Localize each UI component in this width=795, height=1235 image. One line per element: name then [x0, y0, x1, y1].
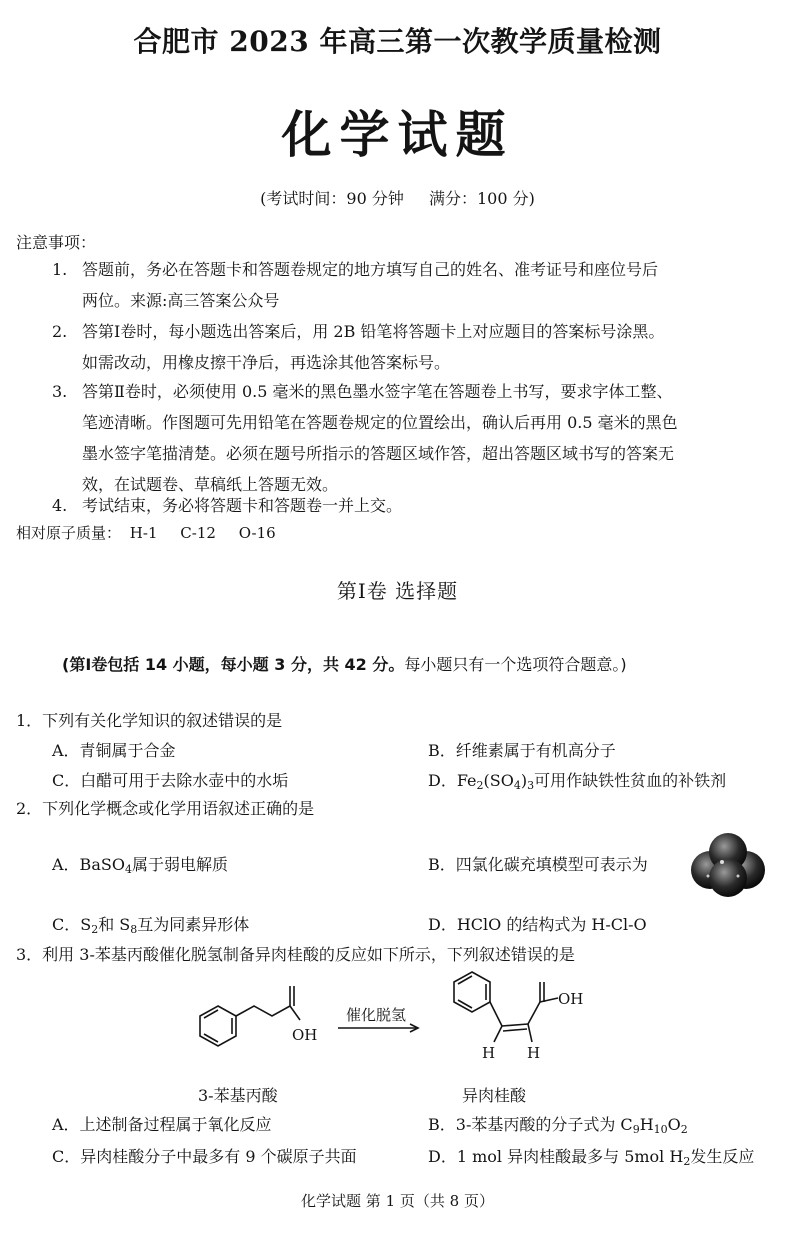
subscript: 3 — [527, 779, 535, 792]
question-1-option-a: A．青铜属于合金 — [52, 741, 176, 760]
text: O — [667, 1115, 681, 1134]
question-1-option-b: B．纤维素属于有机高分子 — [428, 741, 616, 760]
text: 属于弱电解质 — [131, 855, 228, 874]
product-double-bond — [502, 1024, 528, 1026]
product-benzene-ring — [454, 972, 490, 1012]
section-title: 第Ⅰ卷 选择题 — [336, 579, 459, 603]
exam-meta — [0, 186, 795, 209]
text: 可用作缺铁性贫血的补铁剂 — [534, 771, 727, 790]
subscript: 2 — [476, 779, 484, 792]
section-description — [62, 652, 627, 675]
notice-item-3 — [52, 376, 784, 500]
exam-time: (考试时间：90 分钟 — [260, 189, 404, 208]
text: D．Fe — [428, 771, 477, 790]
notice-item-text: 笔迹清晰。作图题可先用铅笔在答题卷规定的位置绘出，确认后再用 0.5 毫米的黑色 — [82, 413, 678, 432]
subscript: 9 — [632, 1123, 640, 1136]
question-2-option-d: D．HClO 的结构式为 H-Cl-O — [428, 915, 647, 934]
atomic-mass-h: H-1 — [129, 524, 158, 542]
notice-item-number: 4. — [52, 496, 68, 515]
notice-item-number: 2. — [52, 322, 68, 341]
question-1-option-c: C．白醋可用于去除水壶中的水垢 — [52, 771, 289, 790]
subscript: 2 — [680, 1123, 688, 1136]
notice-item-text: 如需改动，用橡皮擦干净后，再选涂其他答案标号。 — [82, 353, 451, 372]
reaction-scheme-diagram — [180, 970, 620, 1078]
subscript: 2 — [683, 1155, 691, 1168]
reactant-oh-label: OH — [292, 1026, 318, 1044]
text: B．3-苯基丙酸的分子式为 C — [428, 1115, 633, 1134]
question-2-option-c — [52, 912, 249, 936]
text: D．1 mol 异肉桂酸最多与 5mol H — [428, 1147, 684, 1166]
page-footer: 化学试题 第 1 页（共 8 页） — [301, 1192, 494, 1210]
product-h-left-label: H — [482, 1044, 496, 1062]
subscript: 10 — [653, 1123, 668, 1136]
notice-heading: 注意事项： — [16, 233, 97, 252]
paper-title: 化学试题 — [281, 105, 514, 164]
atomic-mass-c: C-12 — [180, 524, 216, 542]
notice-item-4 — [52, 490, 784, 521]
question-2-option-b: B．四氯化碳充填模型可表示为 — [428, 855, 648, 874]
subscript: 8 — [130, 923, 138, 936]
atomic-mass-o: O-16 — [238, 524, 276, 542]
question-3-option-c: C．异肉桂酸分子中最多有 9 个碳原子共面 — [52, 1147, 357, 1166]
reactant-benzene-ring — [200, 1006, 236, 1046]
atomic-mass-label: 相对原子质量： — [16, 524, 122, 542]
notice-item-number: 1. — [52, 260, 68, 279]
text: H — [639, 1115, 654, 1134]
question-2-option-a — [52, 852, 228, 876]
exam-score: 满分：100 分) — [428, 189, 535, 208]
notice-item-2 — [52, 316, 784, 378]
text: 和 S — [98, 915, 131, 934]
text: (SO — [483, 771, 514, 790]
notice-item-text: 答第Ⅱ卷时，必须使用 0.5 毫米的黑色墨水签字笔在答题卷上书写，要求字体工整、 — [82, 382, 673, 401]
exam-title: 合肥市 2023 年高三第一次教学质量检测 — [133, 25, 662, 58]
question-3-option-a: A．上述制备过程属于氧化反应 — [52, 1115, 272, 1134]
atomic-mass — [16, 522, 294, 543]
subscript: 4 — [513, 779, 521, 792]
product-h-right-label: H — [527, 1044, 541, 1062]
arrow-label: 催化脱氢 — [346, 1006, 407, 1024]
notice-item-text: 答题前，务必在答题卡和答题卷规定的地方填写自己的姓名、准考证号和座位号后 — [82, 260, 659, 279]
question-3-option-d — [428, 1144, 754, 1168]
notice-item-text: 考试结束，务必将答题卡和答题卷一并上交。 — [82, 496, 403, 515]
text: A．BaSO — [52, 855, 125, 874]
subscript: 2 — [91, 923, 99, 936]
subscript: 4 — [124, 863, 132, 876]
section-description-rest: 每小题只有一个选项符合题意。) — [404, 655, 627, 674]
notice-item-text: 两位。来源:高三答案公众号 — [82, 291, 280, 310]
text: 互为同素异形体 — [137, 915, 250, 934]
notice-item-1 — [52, 254, 784, 316]
space-filling-model-icon — [688, 832, 768, 898]
question-1-stem: 1．下列有关化学知识的叙述错误的是 — [16, 711, 283, 730]
question-3-option-b — [428, 1112, 688, 1136]
notice-item-text: 墨水签字笔描清楚。必须在题号所指示的答题区域作答，超出答题区域书写的答案无 — [82, 444, 675, 463]
text: C．S — [52, 915, 92, 934]
notice-item-number: 3. — [52, 382, 68, 401]
section-description-main: (第Ⅰ卷包括 14 小题，每小题 3 分，共 42 分。 — [62, 655, 405, 674]
product-oh-label: OH — [558, 990, 584, 1008]
text: 发生反应 — [690, 1147, 755, 1166]
product-name: 异肉桂酸 — [462, 1086, 527, 1105]
reactant-name: 3-苯基丙酸 — [198, 1086, 278, 1105]
question-2-stem: 2．下列化学概念或化学用语叙述正确的是 — [16, 799, 315, 818]
text: ) — [520, 771, 528, 790]
reactant-chain — [236, 1006, 290, 1016]
notice-item-text: 效，在试题卷、草稿纸上答题无效。 — [82, 475, 339, 494]
notice-item-text: 答第Ⅰ卷时，每小题选出答案后，用 2B 铅笔将答题卡上对应题目的答案标号涂黑。 — [82, 322, 665, 341]
question-3-stem: 3．利用 3-苯基丙酸催化脱氢制备异肉桂酸的反应如下所示，下列叙述错误的是 — [16, 945, 575, 964]
question-1-option-d — [428, 768, 726, 792]
